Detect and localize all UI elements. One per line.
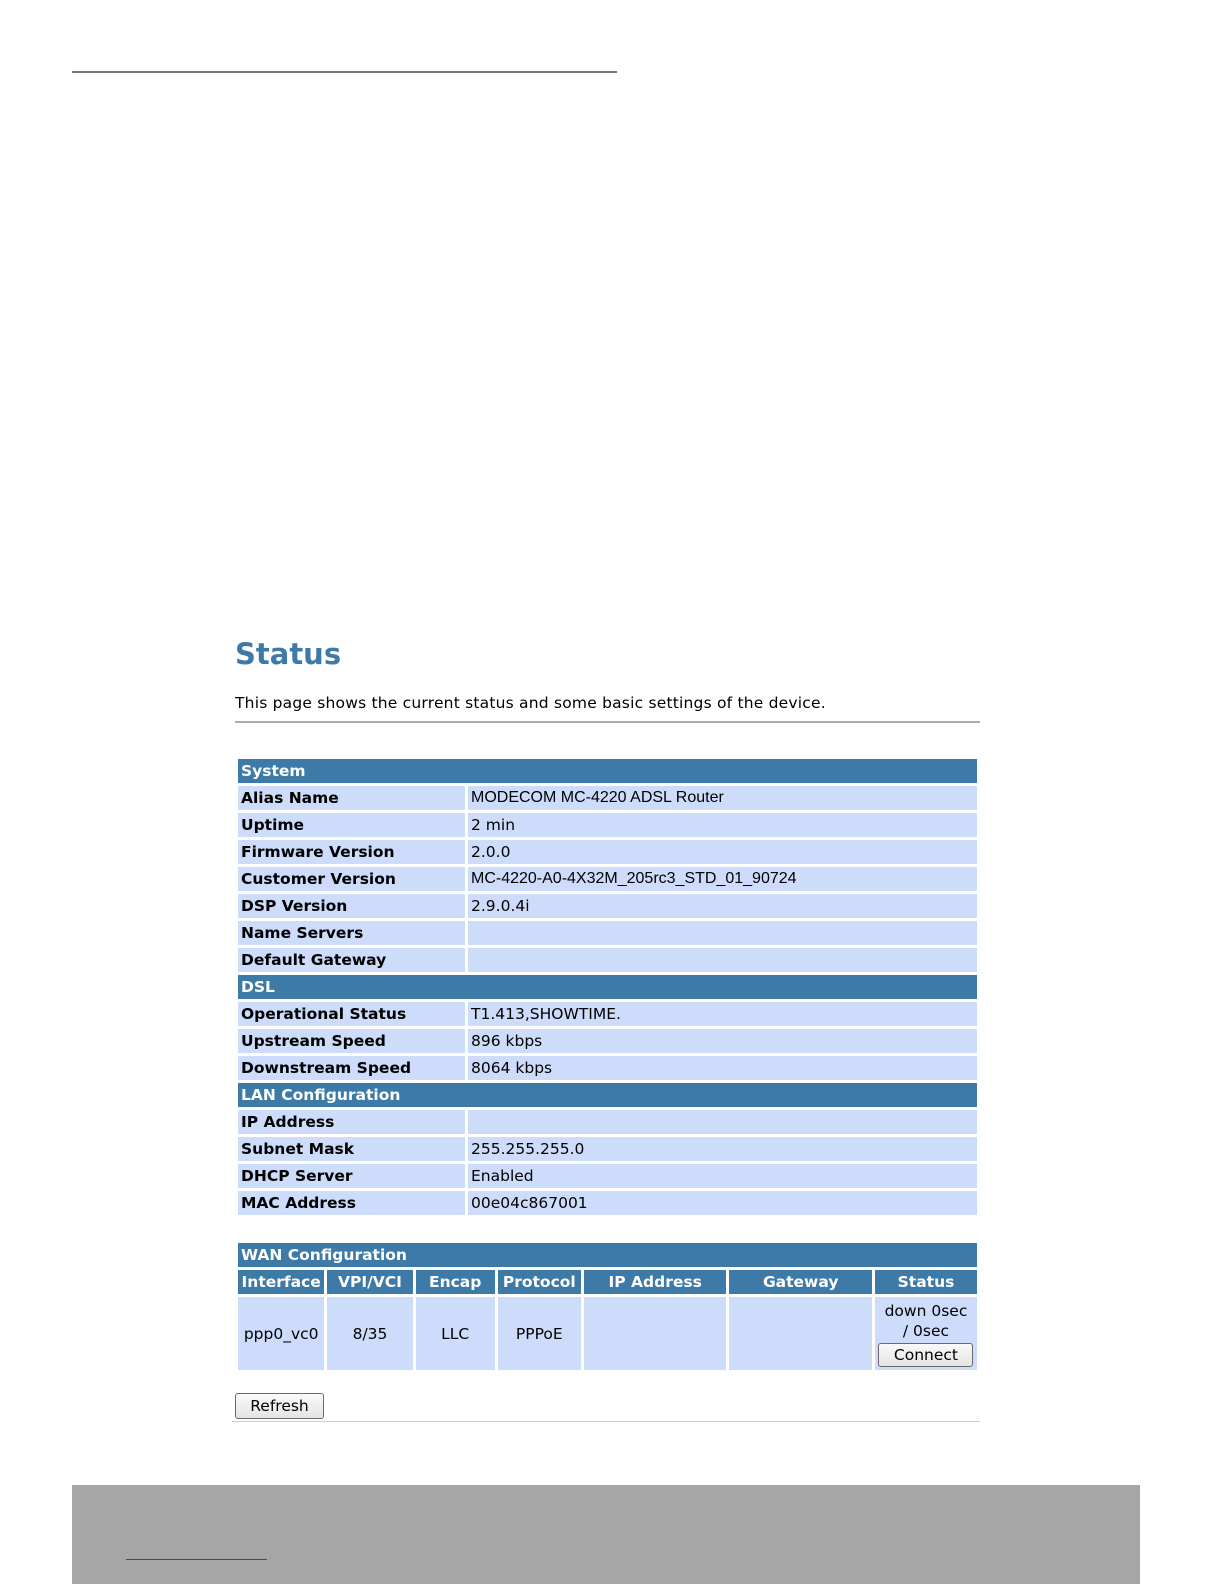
row-label: Default Gateway xyxy=(238,948,465,972)
table-row xyxy=(238,921,977,945)
encap-cell: LLC xyxy=(416,1297,495,1370)
footer-link-underline[interactable] xyxy=(126,1559,267,1560)
section-title: LAN Configuration xyxy=(238,1083,977,1107)
interface-cell: ppp0_vc0 xyxy=(238,1297,324,1370)
page-title: Status xyxy=(235,637,342,671)
table-row xyxy=(238,1110,977,1134)
section-header-lan xyxy=(238,1083,977,1107)
gateway-cell xyxy=(729,1297,872,1370)
page-description: This page shows the current status and some basic settings of the device. xyxy=(235,694,826,712)
row-label: IP Address xyxy=(238,1110,465,1134)
wan-column-headers xyxy=(238,1270,977,1294)
bottom-divider xyxy=(232,1421,980,1422)
row-value xyxy=(468,921,977,945)
row-label: Uptime xyxy=(238,813,465,837)
section-title: System xyxy=(238,759,977,783)
column-header: Interface xyxy=(238,1270,324,1294)
table-row xyxy=(238,840,977,864)
status-text: down 0sec xyxy=(884,1301,968,1320)
table-row xyxy=(238,1191,977,1215)
wan-row xyxy=(238,1297,977,1370)
table-row xyxy=(238,867,977,891)
table-row xyxy=(238,948,977,972)
table-row xyxy=(238,894,977,918)
row-value xyxy=(468,1110,977,1134)
column-header: VPI/VCI xyxy=(327,1270,412,1294)
section-header-wan xyxy=(238,1243,977,1267)
column-header: Status xyxy=(875,1270,977,1294)
wan-table xyxy=(235,1240,980,1373)
connect-button[interactable]: Connect xyxy=(878,1343,973,1367)
row-label: MAC Address xyxy=(238,1191,465,1215)
row-value: 2.0.0 xyxy=(468,840,977,864)
row-label: DSP Version xyxy=(238,894,465,918)
row-value: T1.413,SHOWTIME. xyxy=(468,1002,977,1026)
row-value: 255.255.255.0 xyxy=(468,1137,977,1161)
section-header-dsl xyxy=(238,975,977,999)
table-row xyxy=(238,813,977,837)
row-label: Alias Name xyxy=(238,786,465,810)
top-divider xyxy=(72,71,617,73)
section-title: DSL xyxy=(238,975,977,999)
row-value: 896 kbps xyxy=(468,1029,977,1053)
row-value: 2 min xyxy=(468,813,977,837)
table-row xyxy=(238,1056,977,1080)
row-label: Name Servers xyxy=(238,921,465,945)
row-label: Downstream Speed xyxy=(238,1056,465,1080)
table-row xyxy=(238,786,977,810)
row-label: DHCP Server xyxy=(238,1164,465,1188)
row-value: 00e04c867001 xyxy=(468,1191,977,1215)
status-duration: / 0sec xyxy=(902,1321,950,1340)
row-value: 2.9.0.4i xyxy=(468,894,977,918)
row-value: 8064 kbps xyxy=(468,1056,977,1080)
section-title: WAN Configuration xyxy=(238,1243,977,1267)
protocol-cell: PPPoE xyxy=(498,1297,581,1370)
row-label: Firmware Version xyxy=(238,840,465,864)
description-divider xyxy=(235,721,980,723)
column-header: Protocol xyxy=(498,1270,581,1294)
row-label: Operational Status xyxy=(238,1002,465,1026)
section-header-system xyxy=(238,759,977,783)
table-row xyxy=(238,1029,977,1053)
row-value: Enabled xyxy=(468,1164,977,1188)
vpi-vci-cell: 8/35 xyxy=(327,1297,412,1370)
refresh-area xyxy=(235,1393,980,1419)
table-row xyxy=(238,1137,977,1161)
status-table xyxy=(235,756,980,1218)
row-value: MODECOM MC-4220 ADSL Router xyxy=(468,786,977,810)
column-header: Encap xyxy=(416,1270,495,1294)
refresh-button[interactable]: Refresh xyxy=(235,1393,324,1419)
status-page xyxy=(235,628,980,1422)
row-label: Subnet Mask xyxy=(238,1137,465,1161)
ip-address-cell xyxy=(584,1297,727,1370)
column-header: IP Address xyxy=(584,1270,727,1294)
row-label: Upstream Speed xyxy=(238,1029,465,1053)
table-row xyxy=(238,1164,977,1188)
status-cell xyxy=(875,1297,977,1370)
row-value: MC-4220-A0-4X32M_205rc3_STD_01_90724 xyxy=(468,867,977,891)
footer-band xyxy=(72,1485,1140,1584)
table-row xyxy=(238,1002,977,1026)
column-header: Gateway xyxy=(729,1270,872,1294)
row-label: Customer Version xyxy=(238,867,465,891)
row-value xyxy=(468,948,977,972)
